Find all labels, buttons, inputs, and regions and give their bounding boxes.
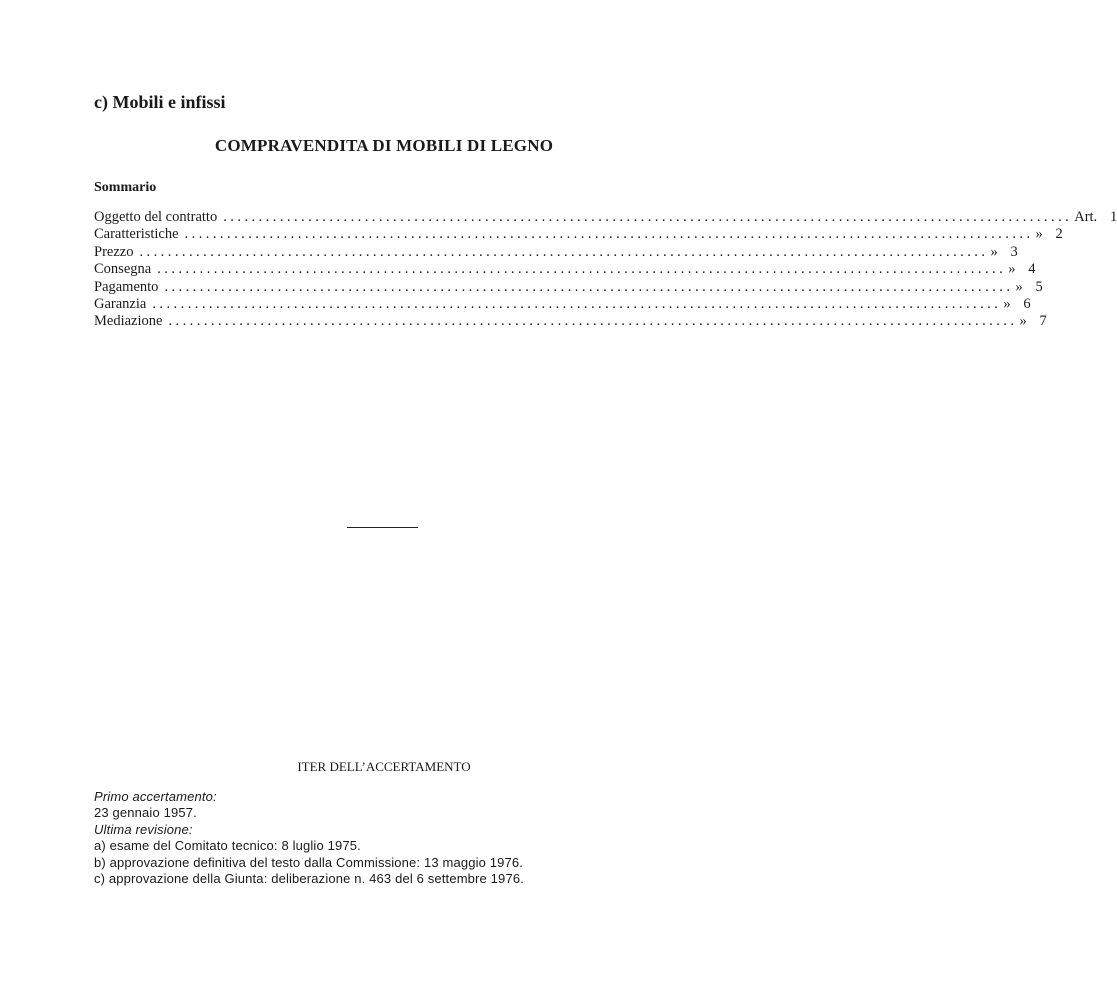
dot-leader: ........................................................................................................................ (164, 278, 1014, 295)
summary-entry-label: Consegna (94, 261, 152, 278)
summary-heading: Sommario (94, 180, 157, 195)
summary-entry-label: Oggetto del contratto (94, 209, 218, 225)
summary-list (94, 209, 1117, 331)
dot-leader: ........................................................................................................................ (168, 313, 1018, 330)
summary-entry-number: 2 (1055, 226, 1063, 243)
summary-entry-number: 1 (1109, 209, 1117, 225)
summary-entry-ref: » (990, 243, 998, 260)
dot-leader: ........................................................................................................................ (139, 243, 989, 260)
summary-entry-number: 6 (1023, 295, 1031, 312)
summary-entry (94, 295, 1031, 313)
dot-leader: ........................................................................................................................ (184, 226, 1034, 243)
summary-entry-ref: » (1019, 313, 1027, 330)
summary-entry-label: Caratteristiche (94, 226, 179, 243)
dot-leader: ........................................................................................................................ (157, 261, 1007, 278)
summary-entry (94, 243, 1018, 261)
summary-entry (94, 261, 1036, 278)
dot-leader: ........................................................................................................................ (152, 295, 1002, 312)
summary-entry (94, 278, 1043, 296)
revision-step: c) approvazione della Giunta: deliberazione n. 463 del 6 settembre 1976. (94, 870, 524, 886)
summary-entry-ref: » (1035, 226, 1043, 243)
summary-entry-ref: » (1003, 295, 1011, 312)
revision-step: b) approvazione definitiva del testo dalla Commissione: 13 maggio 1976. (94, 854, 524, 870)
summary-entry-ref: Art. (1074, 209, 1098, 225)
last-revision-label: Ultima revisione: (94, 821, 193, 837)
first-assessment-date: 23 gennaio 1957. (94, 805, 197, 821)
summary-entry-label: Mediazione (94, 313, 163, 330)
summary-entry-label: Prezzo (94, 243, 134, 260)
document-title: COMPRAVENDITA DI MOBILI DI LEGNO (214, 136, 554, 155)
summary-entry (94, 313, 1047, 330)
dot-leader: ........................................................................................................................ (223, 209, 1073, 225)
iter-heading: ITER DELL’ACCERTAMENTO (297, 759, 471, 774)
first-assessment-label: Primo accertamento: (94, 789, 217, 804)
summary-entry-number: 5 (1035, 278, 1043, 295)
section-divider (347, 527, 418, 528)
summary-entry (94, 226, 1063, 243)
summary-entry-ref: » (1015, 278, 1023, 295)
summary-entry-number: 7 (1039, 313, 1047, 330)
iter-details (94, 789, 524, 887)
summary-entry-label: Pagamento (94, 278, 159, 295)
summary-entry-ref: » (1008, 261, 1016, 278)
revision-step: a) esame del Comitato tecnico: 8 luglio 1975. (94, 838, 361, 854)
section-heading: c) Mobili e infissi (94, 92, 226, 112)
summary-entry-number: 3 (1010, 243, 1018, 260)
summary-entry (94, 209, 1117, 226)
summary-entry-number: 4 (1028, 261, 1036, 278)
summary-entry-label: Garanzia (94, 295, 147, 312)
